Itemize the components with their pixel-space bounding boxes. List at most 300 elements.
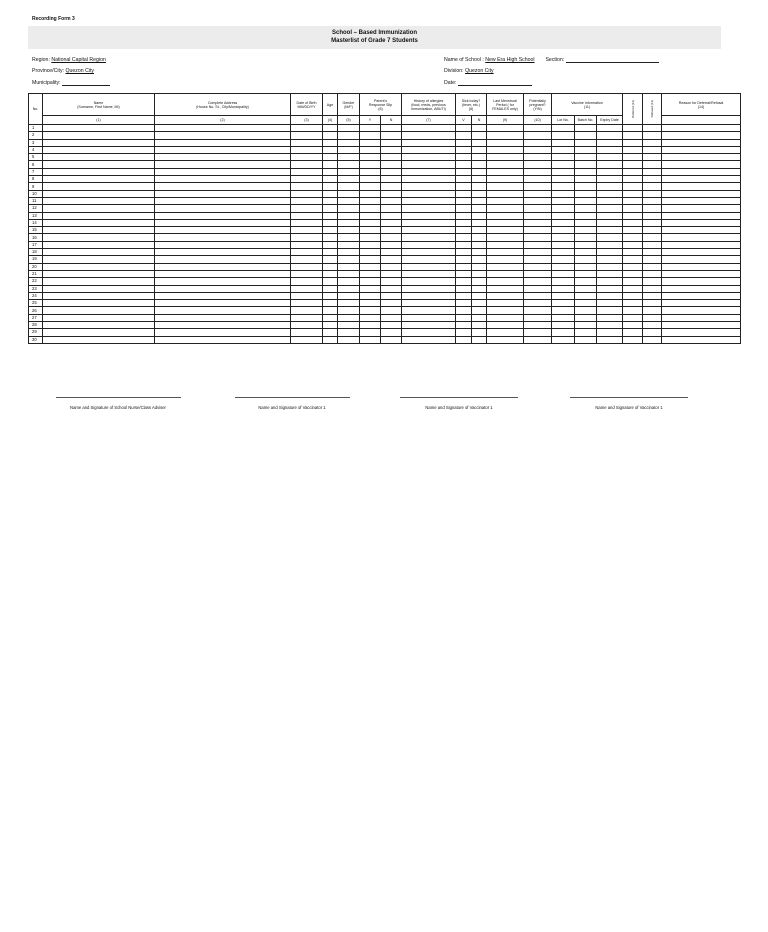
table-cell[interactable] — [662, 219, 741, 226]
table-cell[interactable] — [323, 132, 338, 139]
table-cell[interactable] — [575, 190, 597, 197]
table-cell[interactable] — [524, 219, 552, 226]
table-cell[interactable] — [360, 278, 381, 285]
table-cell[interactable] — [291, 219, 323, 226]
table-cell[interactable] — [402, 154, 456, 161]
table-cell[interactable] — [575, 329, 597, 336]
table-cell[interactable] — [472, 300, 487, 307]
table-cell[interactable] — [456, 314, 472, 321]
table-cell[interactable] — [662, 212, 741, 219]
table-cell[interactable] — [472, 314, 487, 321]
table-cell[interactable] — [597, 336, 623, 343]
table-cell[interactable] — [487, 285, 524, 292]
table-cell[interactable] — [623, 234, 643, 241]
table-cell[interactable] — [381, 307, 402, 314]
table-cell[interactable] — [338, 292, 360, 299]
table-cell[interactable] — [643, 270, 662, 277]
table-cell[interactable] — [472, 336, 487, 343]
table-cell[interactable] — [402, 314, 456, 321]
table-cell[interactable] — [381, 336, 402, 343]
table-cell[interactable] — [643, 241, 662, 248]
table-cell[interactable] — [552, 161, 575, 168]
table-cell[interactable] — [597, 183, 623, 190]
table-cell[interactable] — [662, 285, 741, 292]
table-cell[interactable] — [623, 292, 643, 299]
table-cell[interactable] — [487, 132, 524, 139]
table-cell[interactable] — [662, 168, 741, 175]
table-cell[interactable] — [597, 234, 623, 241]
table-cell[interactable] — [338, 227, 360, 234]
table-cell[interactable] — [623, 263, 643, 270]
table-cell[interactable] — [381, 285, 402, 292]
table-cell[interactable] — [597, 125, 623, 132]
table-cell[interactable] — [524, 285, 552, 292]
table-cell[interactable] — [472, 249, 487, 256]
table-cell[interactable] — [360, 183, 381, 190]
table-cell[interactable] — [524, 292, 552, 299]
table-cell[interactable] — [360, 168, 381, 175]
table-cell[interactable] — [338, 336, 360, 343]
table-cell[interactable] — [43, 322, 155, 329]
table-cell[interactable] — [575, 270, 597, 277]
table-cell[interactable] — [623, 285, 643, 292]
table-cell[interactable] — [323, 329, 338, 336]
table-cell[interactable] — [43, 125, 155, 132]
table-cell[interactable] — [338, 168, 360, 175]
table-cell[interactable] — [155, 285, 291, 292]
table-cell[interactable] — [524, 249, 552, 256]
table-cell[interactable] — [643, 176, 662, 183]
table-cell[interactable] — [155, 205, 291, 212]
table-cell[interactable] — [323, 219, 338, 226]
table-cell[interactable] — [456, 132, 472, 139]
table-cell[interactable] — [623, 154, 643, 161]
table-cell[interactable] — [623, 329, 643, 336]
table-cell[interactable] — [155, 168, 291, 175]
table-cell[interactable] — [155, 132, 291, 139]
table-cell[interactable] — [402, 161, 456, 168]
table-cell[interactable] — [43, 205, 155, 212]
table-cell[interactable] — [43, 139, 155, 146]
table-cell[interactable] — [662, 307, 741, 314]
table-cell[interactable] — [456, 139, 472, 146]
table-cell[interactable] — [43, 241, 155, 248]
table-cell[interactable] — [552, 168, 575, 175]
table-cell[interactable] — [155, 146, 291, 153]
table-cell[interactable] — [643, 278, 662, 285]
table-cell[interactable] — [575, 336, 597, 343]
table-cell[interactable] — [360, 219, 381, 226]
table-cell[interactable] — [323, 197, 338, 204]
table-cell[interactable] — [381, 125, 402, 132]
table-cell[interactable] — [291, 197, 323, 204]
table-cell[interactable] — [524, 139, 552, 146]
table-cell[interactable] — [291, 154, 323, 161]
table-cell[interactable] — [643, 168, 662, 175]
table-cell[interactable] — [623, 146, 643, 153]
table-cell[interactable] — [43, 249, 155, 256]
table-cell[interactable] — [381, 176, 402, 183]
table-cell[interactable] — [662, 154, 741, 161]
table-cell[interactable] — [338, 300, 360, 307]
table-cell[interactable] — [623, 336, 643, 343]
table-cell[interactable] — [43, 263, 155, 270]
table-cell[interactable] — [552, 270, 575, 277]
table-cell[interactable] — [360, 132, 381, 139]
table-cell[interactable] — [323, 241, 338, 248]
table-cell[interactable] — [43, 146, 155, 153]
table-cell[interactable] — [487, 205, 524, 212]
table-cell[interactable] — [323, 176, 338, 183]
table-cell[interactable] — [323, 205, 338, 212]
table-cell[interactable] — [575, 212, 597, 219]
table-cell[interactable] — [43, 329, 155, 336]
table-cell[interactable] — [597, 161, 623, 168]
table-cell[interactable] — [472, 176, 487, 183]
table-cell[interactable] — [575, 292, 597, 299]
table-cell[interactable] — [155, 322, 291, 329]
table-cell[interactable] — [360, 241, 381, 248]
table-cell[interactable] — [456, 329, 472, 336]
table-cell[interactable] — [323, 300, 338, 307]
table-cell[interactable] — [643, 205, 662, 212]
table-cell[interactable] — [597, 197, 623, 204]
table-cell[interactable] — [487, 292, 524, 299]
table-cell[interactable] — [338, 249, 360, 256]
table-cell[interactable] — [643, 197, 662, 204]
table-cell[interactable] — [597, 205, 623, 212]
table-cell[interactable] — [575, 314, 597, 321]
table-cell[interactable] — [402, 300, 456, 307]
table-cell[interactable] — [643, 212, 662, 219]
table-cell[interactable] — [597, 292, 623, 299]
table-cell[interactable] — [381, 132, 402, 139]
table-cell[interactable] — [524, 190, 552, 197]
table-cell[interactable] — [643, 322, 662, 329]
table-cell[interactable] — [323, 139, 338, 146]
table-cell[interactable] — [487, 183, 524, 190]
table-cell[interactable] — [338, 278, 360, 285]
table-cell[interactable] — [623, 205, 643, 212]
table-cell[interactable] — [623, 322, 643, 329]
table-cell[interactable] — [155, 212, 291, 219]
table-cell[interactable] — [43, 132, 155, 139]
table-cell[interactable] — [291, 336, 323, 343]
table-cell[interactable] — [155, 249, 291, 256]
table-cell[interactable] — [575, 234, 597, 241]
table-cell[interactable] — [662, 227, 741, 234]
table-cell[interactable] — [524, 227, 552, 234]
table-cell[interactable] — [291, 168, 323, 175]
table-cell[interactable] — [623, 197, 643, 204]
table-cell[interactable] — [597, 146, 623, 153]
table-cell[interactable] — [662, 314, 741, 321]
table-cell[interactable] — [552, 307, 575, 314]
table-cell[interactable] — [338, 154, 360, 161]
table-cell[interactable] — [643, 263, 662, 270]
table-cell[interactable] — [597, 227, 623, 234]
table-cell[interactable] — [155, 241, 291, 248]
table-cell[interactable] — [472, 329, 487, 336]
table-cell[interactable] — [456, 219, 472, 226]
table-cell[interactable] — [338, 219, 360, 226]
table-cell[interactable] — [487, 241, 524, 248]
table-cell[interactable] — [381, 292, 402, 299]
table-cell[interactable] — [575, 183, 597, 190]
table-cell[interactable] — [381, 270, 402, 277]
table-cell[interactable] — [291, 205, 323, 212]
table-cell[interactable] — [291, 249, 323, 256]
table-cell[interactable] — [155, 278, 291, 285]
table-cell[interactable] — [524, 300, 552, 307]
table-cell[interactable] — [524, 161, 552, 168]
table-cell[interactable] — [456, 197, 472, 204]
table-cell[interactable] — [338, 322, 360, 329]
table-cell[interactable] — [575, 249, 597, 256]
table-cell[interactable] — [597, 190, 623, 197]
table-cell[interactable] — [43, 154, 155, 161]
table-cell[interactable] — [360, 212, 381, 219]
table-cell[interactable] — [597, 249, 623, 256]
table-cell[interactable] — [575, 307, 597, 314]
table-cell[interactable] — [155, 197, 291, 204]
table-cell[interactable] — [291, 256, 323, 263]
table-cell[interactable] — [662, 322, 741, 329]
table-cell[interactable] — [360, 285, 381, 292]
table-cell[interactable] — [472, 197, 487, 204]
table-cell[interactable] — [323, 336, 338, 343]
table-cell[interactable] — [360, 154, 381, 161]
table-cell[interactable] — [575, 300, 597, 307]
table-cell[interactable] — [552, 241, 575, 248]
table-cell[interactable] — [360, 322, 381, 329]
table-cell[interactable] — [402, 197, 456, 204]
table-cell[interactable] — [360, 307, 381, 314]
table-cell[interactable] — [597, 307, 623, 314]
table-cell[interactable] — [623, 227, 643, 234]
table-cell[interactable] — [381, 154, 402, 161]
table-cell[interactable] — [552, 234, 575, 241]
table-cell[interactable] — [552, 249, 575, 256]
table-cell[interactable] — [643, 190, 662, 197]
table-cell[interactable] — [291, 270, 323, 277]
table-cell[interactable] — [155, 161, 291, 168]
table-cell[interactable] — [552, 322, 575, 329]
table-cell[interactable] — [662, 241, 741, 248]
table-cell[interactable] — [323, 278, 338, 285]
table-cell[interactable] — [552, 292, 575, 299]
table-cell[interactable] — [487, 263, 524, 270]
table-cell[interactable] — [597, 256, 623, 263]
table-cell[interactable] — [472, 190, 487, 197]
table-cell[interactable] — [402, 278, 456, 285]
table-cell[interactable] — [643, 329, 662, 336]
table-cell[interactable] — [662, 190, 741, 197]
table-cell[interactable] — [472, 132, 487, 139]
table-cell[interactable] — [597, 176, 623, 183]
table-cell[interactable] — [662, 125, 741, 132]
table-cell[interactable] — [643, 249, 662, 256]
table-cell[interactable] — [472, 212, 487, 219]
table-cell[interactable] — [291, 285, 323, 292]
table-cell[interactable] — [155, 139, 291, 146]
table-cell[interactable] — [323, 249, 338, 256]
table-cell[interactable] — [623, 278, 643, 285]
table-cell[interactable] — [487, 278, 524, 285]
table-cell[interactable] — [623, 212, 643, 219]
table-cell[interactable] — [552, 132, 575, 139]
table-cell[interactable] — [597, 154, 623, 161]
table-cell[interactable] — [456, 146, 472, 153]
table-cell[interactable] — [323, 322, 338, 329]
table-cell[interactable] — [402, 168, 456, 175]
table-cell[interactable] — [487, 161, 524, 168]
table-cell[interactable] — [402, 190, 456, 197]
table-cell[interactable] — [323, 154, 338, 161]
table-cell[interactable] — [472, 161, 487, 168]
table-cell[interactable] — [662, 336, 741, 343]
table-cell[interactable] — [43, 256, 155, 263]
table-cell[interactable] — [402, 176, 456, 183]
table-cell[interactable] — [456, 256, 472, 263]
table-cell[interactable] — [360, 270, 381, 277]
table-cell[interactable] — [552, 300, 575, 307]
table-cell[interactable] — [338, 307, 360, 314]
table-cell[interactable] — [524, 278, 552, 285]
table-cell[interactable] — [456, 241, 472, 248]
table-cell[interactable] — [43, 227, 155, 234]
table-cell[interactable] — [487, 307, 524, 314]
table-cell[interactable] — [487, 227, 524, 234]
table-cell[interactable] — [575, 125, 597, 132]
table-cell[interactable] — [155, 307, 291, 314]
table-cell[interactable] — [552, 278, 575, 285]
table-cell[interactable] — [456, 234, 472, 241]
table-cell[interactable] — [597, 285, 623, 292]
table-cell[interactable] — [43, 270, 155, 277]
table-cell[interactable] — [524, 146, 552, 153]
table-cell[interactable] — [623, 270, 643, 277]
table-cell[interactable] — [472, 241, 487, 248]
table-cell[interactable] — [381, 278, 402, 285]
table-cell[interactable] — [43, 212, 155, 219]
table-cell[interactable] — [552, 212, 575, 219]
table-cell[interactable] — [323, 161, 338, 168]
table-cell[interactable] — [487, 329, 524, 336]
table-cell[interactable] — [575, 219, 597, 226]
table-cell[interactable] — [323, 234, 338, 241]
table-cell[interactable] — [487, 154, 524, 161]
table-cell[interactable] — [623, 314, 643, 321]
table-cell[interactable] — [597, 270, 623, 277]
table-cell[interactable] — [597, 329, 623, 336]
table-cell[interactable] — [552, 263, 575, 270]
table-cell[interactable] — [155, 234, 291, 241]
table-cell[interactable] — [338, 132, 360, 139]
table-cell[interactable] — [291, 212, 323, 219]
table-cell[interactable] — [323, 256, 338, 263]
table-cell[interactable] — [662, 249, 741, 256]
table-cell[interactable] — [155, 329, 291, 336]
table-cell[interactable] — [662, 139, 741, 146]
table-cell[interactable] — [43, 278, 155, 285]
table-cell[interactable] — [338, 139, 360, 146]
table-cell[interactable] — [323, 125, 338, 132]
table-cell[interactable] — [643, 132, 662, 139]
table-cell[interactable] — [456, 212, 472, 219]
table-cell[interactable] — [155, 292, 291, 299]
table-cell[interactable] — [43, 307, 155, 314]
table-cell[interactable] — [597, 139, 623, 146]
table-cell[interactable] — [552, 285, 575, 292]
table-cell[interactable] — [291, 139, 323, 146]
table-cell[interactable] — [381, 183, 402, 190]
table-cell[interactable] — [402, 139, 456, 146]
table-cell[interactable] — [552, 314, 575, 321]
table-cell[interactable] — [575, 285, 597, 292]
table-cell[interactable] — [597, 322, 623, 329]
table-cell[interactable] — [338, 161, 360, 168]
table-cell[interactable] — [456, 190, 472, 197]
table-cell[interactable] — [323, 307, 338, 314]
table-cell[interactable] — [524, 263, 552, 270]
table-cell[interactable] — [487, 139, 524, 146]
table-cell[interactable] — [155, 314, 291, 321]
table-cell[interactable] — [487, 314, 524, 321]
table-cell[interactable] — [472, 322, 487, 329]
table-cell[interactable] — [662, 183, 741, 190]
table-cell[interactable] — [360, 329, 381, 336]
table-cell[interactable] — [155, 270, 291, 277]
table-cell[interactable] — [487, 190, 524, 197]
table-cell[interactable] — [43, 190, 155, 197]
table-cell[interactable] — [662, 161, 741, 168]
table-cell[interactable] — [575, 256, 597, 263]
table-cell[interactable] — [381, 146, 402, 153]
table-cell[interactable] — [643, 314, 662, 321]
table-cell[interactable] — [43, 285, 155, 292]
table-cell[interactable] — [662, 329, 741, 336]
table-cell[interactable] — [323, 270, 338, 277]
table-cell[interactable] — [323, 183, 338, 190]
table-cell[interactable] — [338, 205, 360, 212]
table-cell[interactable] — [402, 249, 456, 256]
table-cell[interactable] — [338, 212, 360, 219]
table-cell[interactable] — [402, 234, 456, 241]
table-cell[interactable] — [597, 219, 623, 226]
table-cell[interactable] — [623, 161, 643, 168]
table-cell[interactable] — [291, 307, 323, 314]
table-cell[interactable] — [456, 270, 472, 277]
table-cell[interactable] — [323, 227, 338, 234]
table-cell[interactable] — [323, 285, 338, 292]
table-cell[interactable] — [487, 300, 524, 307]
table-cell[interactable] — [43, 168, 155, 175]
table-cell[interactable] — [360, 314, 381, 321]
table-cell[interactable] — [456, 183, 472, 190]
table-cell[interactable] — [360, 336, 381, 343]
table-cell[interactable] — [623, 256, 643, 263]
table-cell[interactable] — [456, 176, 472, 183]
table-cell[interactable] — [472, 307, 487, 314]
table-cell[interactable] — [338, 241, 360, 248]
table-cell[interactable] — [323, 190, 338, 197]
table-cell[interactable] — [291, 161, 323, 168]
table-cell[interactable] — [338, 234, 360, 241]
table-cell[interactable] — [456, 205, 472, 212]
table-cell[interactable] — [155, 125, 291, 132]
table-cell[interactable] — [381, 329, 402, 336]
